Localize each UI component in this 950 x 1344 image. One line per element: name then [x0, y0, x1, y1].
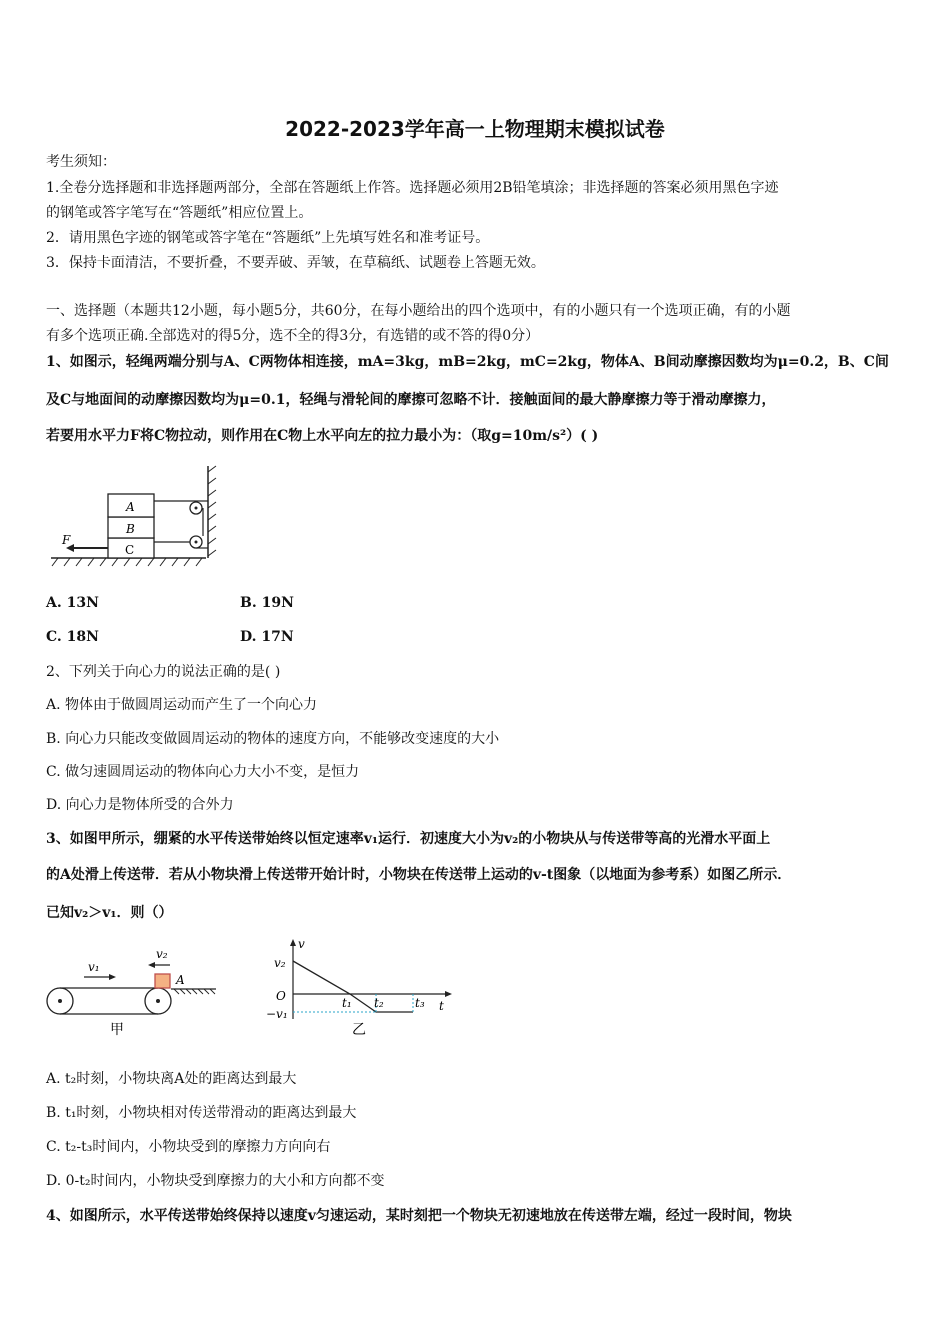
small-block: [155, 974, 170, 988]
notice-item: 的钢笔或答字笔写在“答题纸”相应位置上。: [46, 205, 313, 221]
notice-item: 3．保持卡面清洁，不要折叠，不要弄破、弄皱，在草稿纸、试题卷上答题无效。: [46, 255, 545, 271]
force-label: F: [62, 533, 71, 547]
q3-stem: 3、如图甲所示，绷紧的水平传送带始终以恒定速率v₁运行．初速度大小为v₂的小物块从与传送带等高的光滑水平面上: [46, 831, 771, 847]
q1-stem: 1、如图示，轻绳两端分别与A、C两物体相连接，mA=3kg，mB=2kg，mC=2kg，物体A、B间动摩擦因数均为μ=0.2，B、C间: [46, 354, 889, 370]
origin-label: O: [276, 989, 286, 1003]
t2-tick-label: t₂: [374, 996, 384, 1010]
figure-caption-yi: 乙: [352, 1022, 366, 1038]
q2-option-c: C. 做匀速圆周运动的物体向心力大小不变，是恒力: [46, 764, 360, 780]
page-title: 2022-2023学年高一上物理期末模拟试卷: [285, 117, 665, 141]
q1-option-c: C. 18N: [46, 629, 99, 645]
q3-option-b: B. t₁时刻，小物块相对传送带滑动的距离达到最大: [46, 1105, 357, 1121]
q4-stem: 4、如图所示，水平传送带始终保持以速度v匀速运动，某时刻把一个物块无初速地放在传送带左端，经过一段时间，物块: [46, 1208, 792, 1224]
q3-option-c: C. t₂-t₃时间内，小物块受到的摩擦力方向向右: [46, 1139, 331, 1155]
notice-heading: 考生须知：: [46, 154, 116, 170]
q3-stem: 的A处滑上传送带．若从小物块滑上传送带开始计时，小物块在传送带上运动的v-t图象（以地面为参考系）如图乙所示．: [46, 867, 792, 883]
q1-stem: 若要用水平力F将C物拉动，则作用在C物上水平向左的拉力最小为：（取g=10m/s²）( ): [46, 428, 599, 444]
notice-item: 2．请用黑色字迹的钢笔或答字笔在“答题纸”上先填写姓名和准考证号。: [46, 230, 490, 246]
q2-option-d: D. 向心力是物体所受的合外力: [46, 797, 234, 813]
vt-line: [293, 961, 413, 1012]
v2-tick-label: v₂: [274, 956, 286, 970]
q2-option-a: A. 物体由于做圆周运动而产生了一个向心力: [46, 697, 318, 713]
figure-caption-jia: 甲: [110, 1022, 124, 1038]
notice-item: 1.全卷分选择题和非选择题两部分，全部在答题纸上作答。选择题必须用2B铅笔填涂；非选择题的答案必须用黑色字迹: [46, 180, 779, 196]
q3-figure-vt-graph: [262, 934, 462, 1042]
block-b-label: B: [126, 522, 135, 536]
q3-option-a: A. t₂时刻，小物块离A处的距离达到最大: [46, 1071, 297, 1087]
q1-option-b: B. 19N: [240, 595, 294, 611]
axis-v-label: v: [298, 937, 305, 951]
v1-label: v₁: [88, 960, 100, 974]
block-c-label: C: [125, 543, 135, 557]
q1-stem: 及C与地面间的动摩擦因数均为μ=0.1，轻绳与滑轮间的摩擦可忽略不计．接触面间的最大静摩擦力等于滑动摩擦力，: [46, 392, 776, 408]
q2-stem: 2、下列关于向心力的说法正确的是( ): [46, 664, 281, 680]
t1-tick-label: t₁: [342, 996, 352, 1010]
section-heading: 有多个选项正确.全部选对的得5分，选不全的得3分，有选错的或不答的得0分）: [46, 328, 540, 344]
point-a-label: A: [176, 973, 185, 987]
neg-v1-tick-label: −v₁: [266, 1007, 288, 1021]
section-heading: 一、选择题（本题共12小题，每小题5分，共60分，在每小题给出的四个选项中，有的小题只有一个选项正确，有的小题: [46, 303, 791, 319]
q1-figure: [46, 462, 226, 572]
q2-option-b: B. 向心力只能改变做圆周运动的物体的速度方向，不能够改变速度的大小: [46, 731, 500, 747]
t3-tick-label: t₃: [415, 996, 425, 1010]
q3-figure-belt: [44, 942, 224, 1042]
v2-label: v₂: [156, 947, 168, 961]
q3-option-d: D. 0-t₂时间内，小物块受到摩擦力的大小和方向都不变: [46, 1173, 385, 1189]
q1-option-a: A. 13N: [46, 595, 99, 611]
q1-option-d: D. 17N: [240, 629, 294, 645]
q3-stem: 已知v₂＞v₁．则（）: [46, 905, 173, 921]
axis-t-label: t: [439, 999, 444, 1013]
block-a-label: A: [126, 500, 135, 514]
